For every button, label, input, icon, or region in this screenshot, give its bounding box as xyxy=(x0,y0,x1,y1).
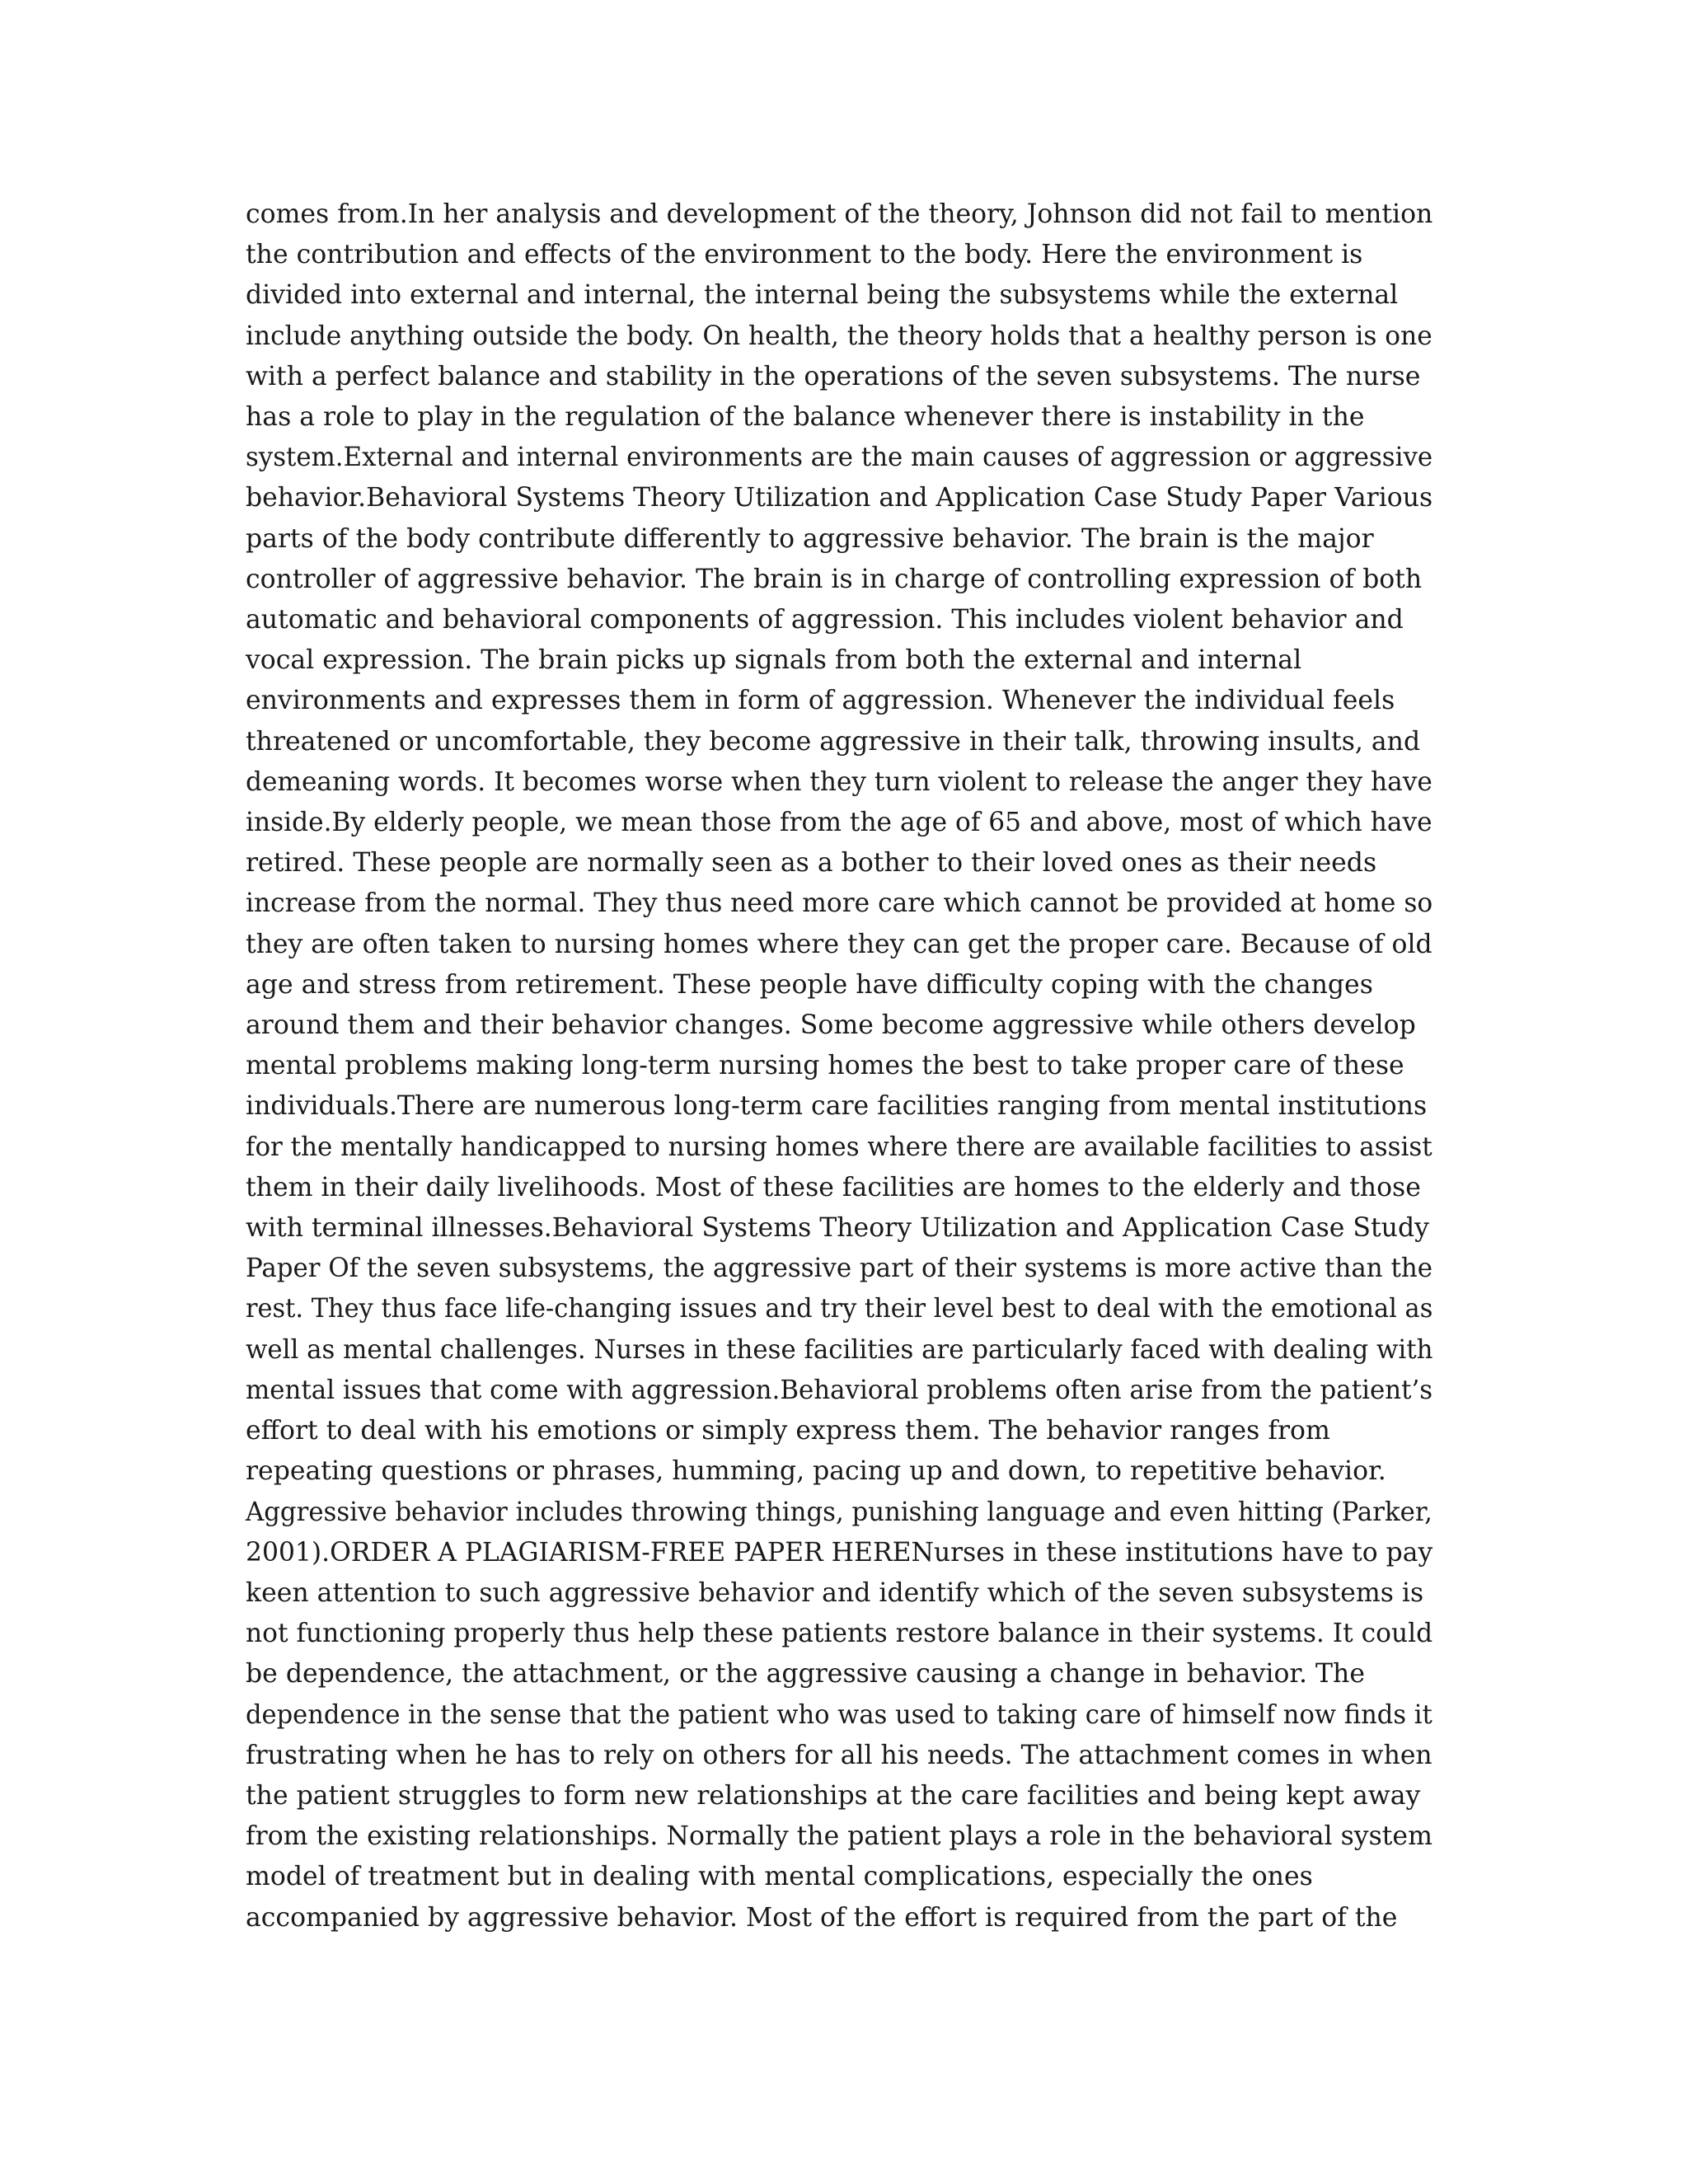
text-line: parts of the body contribute differently to aggressive behavior. The brain is the major xyxy=(246,523,1374,554)
text-line: retired. These people are normally seen as a bother to their loved ones as their needs xyxy=(246,848,1377,879)
text-line: model of treatment but in dealing with mental complications, especially the ones xyxy=(246,1862,1313,1892)
text-line: include anything outside the body. On health, the theory holds that a healthy person is one xyxy=(246,321,1432,351)
text-line: rest. They thus face life-changing issues and try their level best to deal with the emotional as xyxy=(246,1294,1433,1324)
text-line: around them and their behavior changes. Some become aggressive while others develop xyxy=(246,1010,1416,1041)
text-line: the patient struggles to form new relationships at the care facilities and being kept away xyxy=(246,1780,1421,1811)
text-line: be dependence, the attachment, or the aggressive causing a change in behavior. The xyxy=(246,1659,1365,1690)
text-line: they are often taken to nursing homes where they can get the proper care. Because of old xyxy=(246,929,1432,959)
text-line: threatened or uncomfortable, they become aggressive in their talk, throwing insults, and xyxy=(246,726,1421,757)
text-line: well as mental challenges. Nurses in these facilities are particularly faced with dealing with xyxy=(246,1334,1433,1365)
text-line: mental issues that come with aggression.Behavioral problems often arise from the patient’s xyxy=(246,1375,1433,1405)
text-line: not functioning properly thus help these patients restore balance in their systems. It could xyxy=(246,1619,1433,1649)
text-line: mental problems making long-term nursing homes the best to take proper care of these xyxy=(246,1051,1404,1081)
text-line: accompanied by aggressive behavior. Most of the effort is required from the part of the xyxy=(246,1902,1398,1933)
text-line: demeaning words. It becomes worse when they turn violent to release the anger they have xyxy=(246,766,1432,797)
body-text xyxy=(246,194,1432,1938)
text-line: Aggressive behavior includes throwing things, punishing language and even hitting (Parker, xyxy=(246,1497,1432,1527)
text-line: has a role to play in the regulation of the balance whenever there is instability in the xyxy=(246,402,1365,433)
text-line: from the existing relationships. Normally the patient plays a role in the behavioral system xyxy=(246,1821,1432,1852)
text-line: for the mentally handicapped to nursing homes where there are available facilities to assist xyxy=(246,1132,1432,1162)
text-line: age and stress from retirement. These people have difficulty coping with the changes xyxy=(246,969,1373,1000)
text-line: the contribution and effects of the environment to the body. Here the environment is xyxy=(246,240,1363,270)
text-line: automatic and behavioral components of aggression. This includes violent behavior and xyxy=(246,605,1404,635)
text-line: keen attention to such aggressive behavior and identify which of the seven subsystems is xyxy=(246,1577,1424,1608)
text-line: behavior.Behavioral Systems Theory Utilization and Application Case Study Paper Various xyxy=(246,483,1433,513)
text-line: effort to deal with his emotions or simply express them. The behavior ranges from xyxy=(246,1416,1330,1446)
text-line: environments and expresses them in form of aggression. Whenever the individual feels xyxy=(246,686,1395,716)
text-line: individuals.There are numerous long-term care facilities ranging from mental institutions xyxy=(246,1091,1428,1122)
text-line: with a perfect balance and stability in the operations of the seven subsystems. The nurse xyxy=(246,361,1421,391)
text-line: vocal expression. The brain picks up signals from both the external and internal xyxy=(246,645,1302,676)
text-line: repeating questions or phrases, humming, pacing up and down, to repetitive behavior. xyxy=(246,1456,1386,1487)
text-line: divided into external and internal, the internal being the subsystems while the external xyxy=(246,280,1399,311)
text-line: Paper Of the seven subsystems, the aggressive part of their systems is more active than the xyxy=(246,1254,1432,1284)
text-line: 2001).ORDER A PLAGIARISM-FREE PAPER HERENurses in these institutions have to pay xyxy=(246,1537,1433,1568)
text-line: them in their daily livelihoods. Most of these facilities are homes to the elderly and those xyxy=(246,1172,1421,1202)
text-line: dependence in the sense that the patient who was used to taking care of himself now finds it xyxy=(246,1699,1432,1730)
text-line: inside.By elderly people, we mean those from the age of 65 and above, most of which have xyxy=(246,808,1432,838)
text-line: comes from.In her analysis and development of the theory, Johnson did not fail to mention xyxy=(246,199,1433,229)
text-line: system.External and internal environments are the main causes of aggression or aggressive xyxy=(246,443,1433,473)
text-line: frustrating when he has to rely on others for all his needs. The attachment comes in when xyxy=(246,1740,1432,1770)
text-line: with terminal illnesses.Behavioral Systems Theory Utilization and Application Case Study xyxy=(246,1213,1429,1244)
text-line: controller of aggressive behavior. The brain is in charge of controlling expression of both xyxy=(246,564,1423,594)
text-line: increase from the normal. They thus need more care which cannot be provided at home so xyxy=(246,888,1433,919)
